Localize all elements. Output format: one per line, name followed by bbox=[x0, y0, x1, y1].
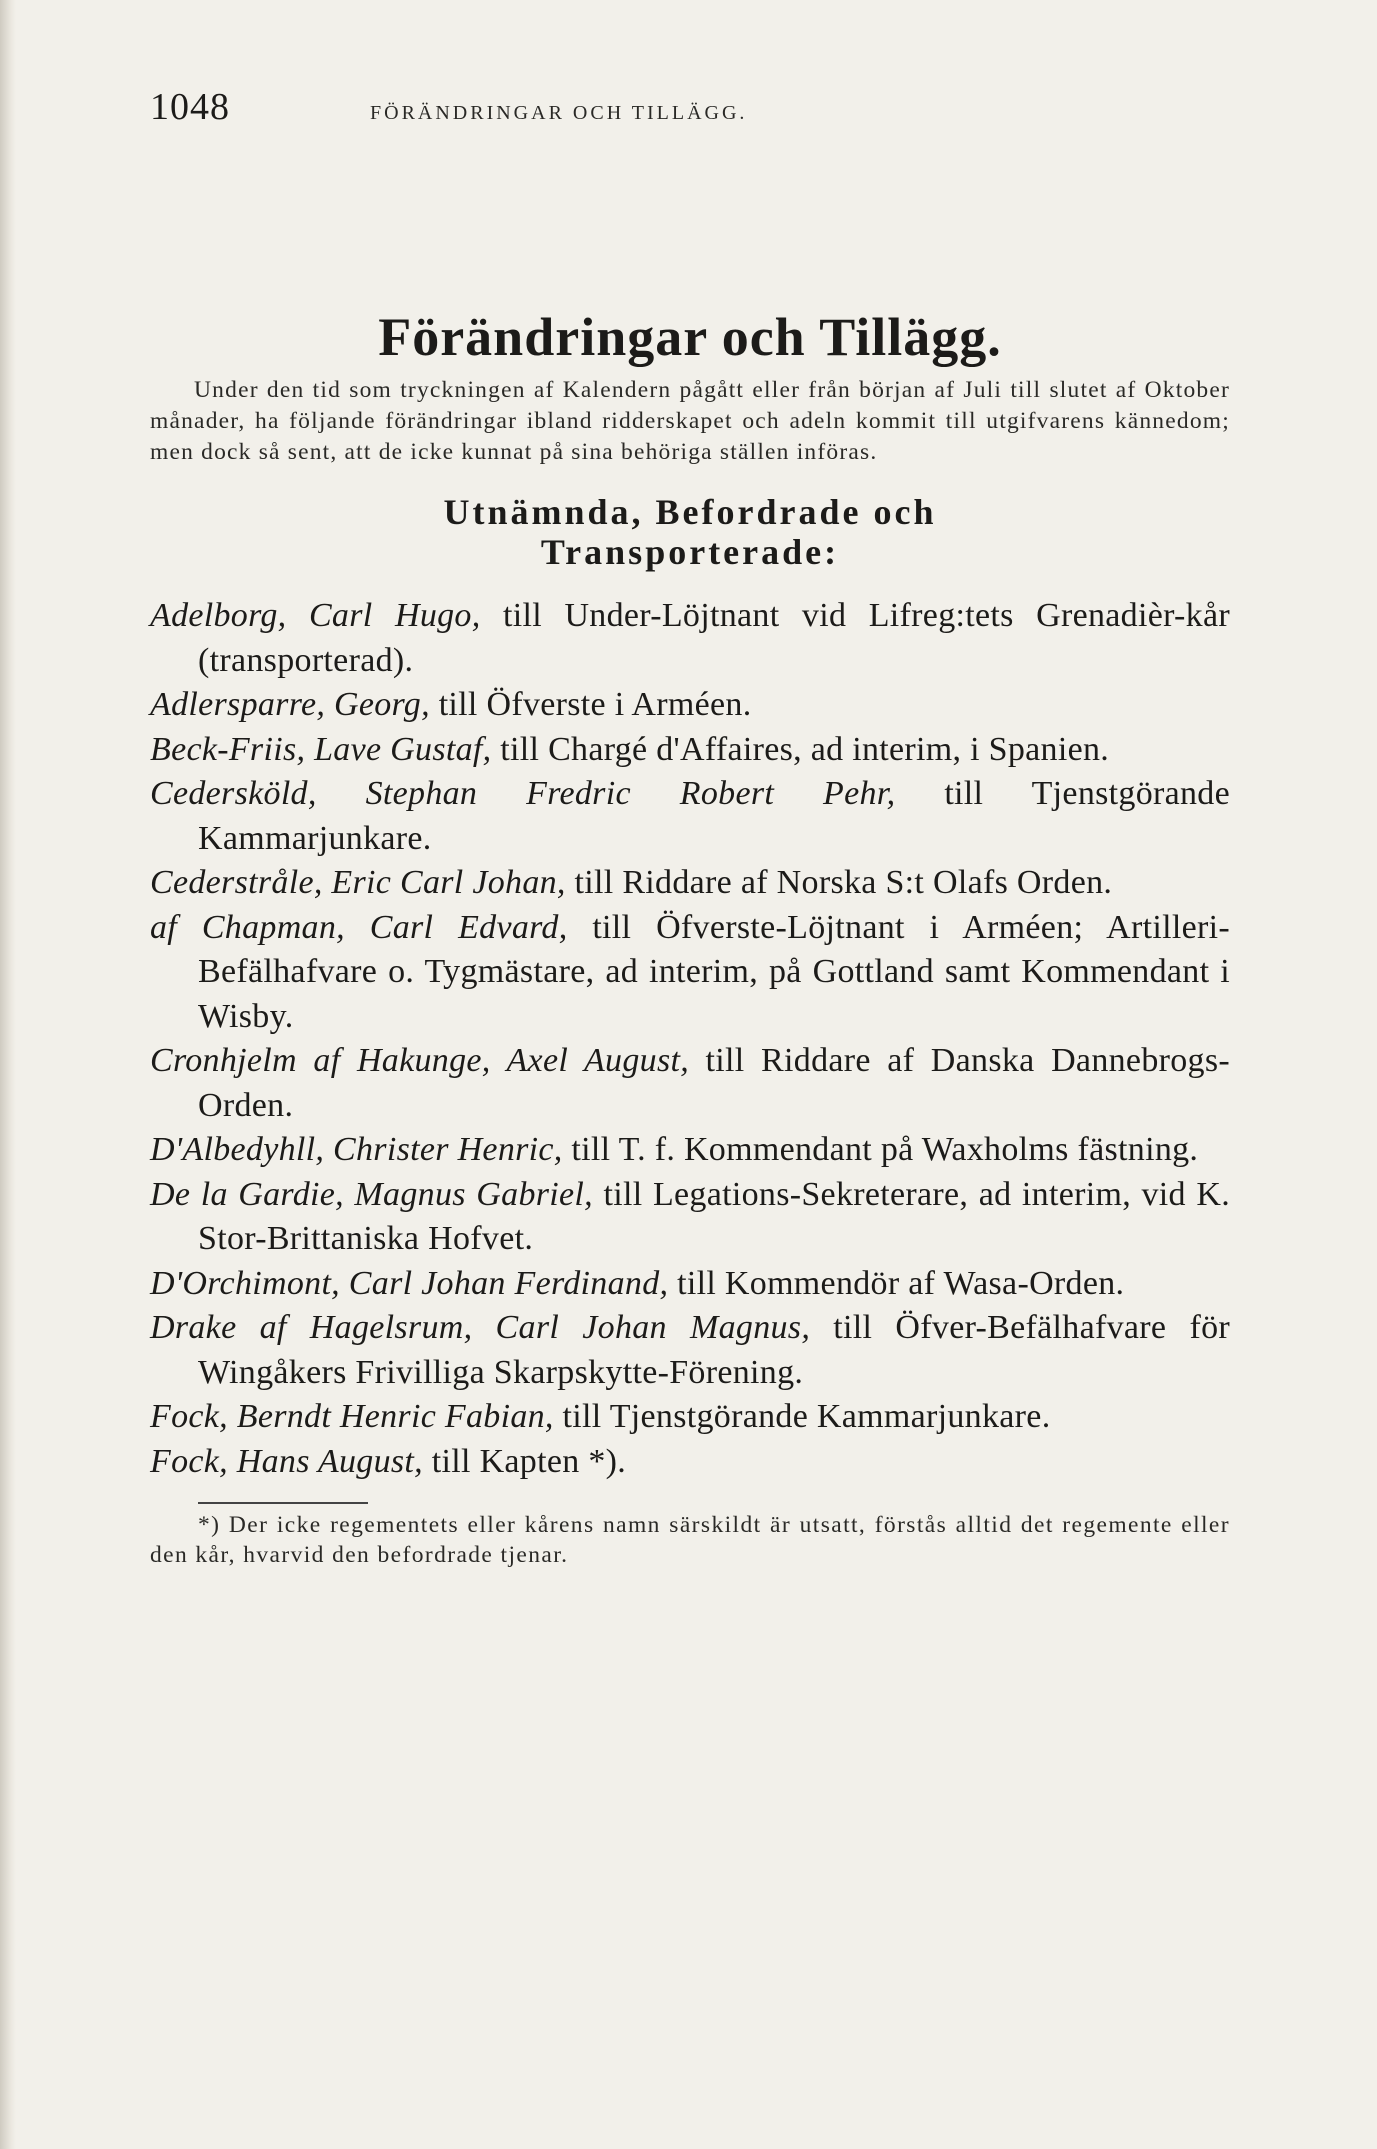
list-item bbox=[150, 594, 1230, 683]
list-item bbox=[150, 772, 1230, 861]
entry-text: till Kapten *). bbox=[431, 1442, 627, 1480]
entry-text: till Öfverste i Arméen. bbox=[438, 686, 752, 723]
page-title: Förändringar och Tillägg. bbox=[378, 307, 1002, 367]
entry-name: De la Gardie, Magnus Gabriel, bbox=[150, 1175, 593, 1213]
list-item bbox=[150, 861, 1230, 906]
entry-name: Adelborg, Carl Hugo, bbox=[150, 597, 481, 634]
entry-text: till Legations-Sekreterare, ad interim, vid K. Stor-Brittaniska Hofvet. bbox=[198, 1175, 1230, 1257]
list-item bbox=[150, 1395, 1230, 1440]
page-number: 1048 bbox=[150, 86, 230, 128]
section-heading bbox=[150, 492, 1230, 572]
entry-name: Adlersparre, Georg, bbox=[150, 686, 430, 723]
footnote: *) Der icke regementets eller kårens namn särskildt är utsatt, förstås alltid det regemente eller den kår, hvarvid den befordrade tjenar. bbox=[150, 1512, 1230, 1568]
entry-text: till Tjenstgörande Kammarjunkare. bbox=[198, 775, 1230, 857]
list-item bbox=[150, 683, 1230, 728]
list-item bbox=[150, 728, 1230, 773]
entry-text: till Chargé d'Affaires, ad interim, i Spanien. bbox=[500, 730, 1110, 768]
entry-list bbox=[150, 594, 1230, 1484]
footnote-divider bbox=[198, 1502, 368, 1504]
entry-name: Beck-Friis, Lave Gustaf, bbox=[150, 730, 492, 768]
section-heading-line-1: Utnämnda, Befordrade och bbox=[443, 492, 937, 532]
running-title: FÖRÄNDRINGAR OCH TILLÄGG. bbox=[370, 102, 748, 124]
entry-text: till Kommendör af Wasa-Orden. bbox=[677, 1264, 1125, 1302]
list-item bbox=[150, 1306, 1230, 1395]
list-item bbox=[150, 1173, 1230, 1262]
entry-name: Drake af Hagelsrum, Carl Johan Magnus, bbox=[150, 1309, 811, 1346]
entry-text: till Riddare af Danska Dannebrogs-Orden. bbox=[198, 1042, 1230, 1124]
entry-text: till Öfver-Befälhafvare för Wingåkers Frivilliga Skarpskytte-Förening. bbox=[198, 1309, 1230, 1391]
list-item bbox=[150, 1440, 1230, 1485]
entry-name: Cedersköld, Stephan Fredric Robert Pehr, bbox=[150, 775, 896, 812]
list-item bbox=[150, 1128, 1230, 1173]
entry-name: Fock, Berndt Henric Fabian, bbox=[150, 1398, 554, 1435]
document-page bbox=[150, 85, 1230, 1570]
entry-text: till Öfverste-Löjtnant i Arméen; Artilleri-Befälhafvare o. Tygmästare, ad interim, på Gottland samt Kommendant i Wisby. bbox=[198, 908, 1230, 1035]
list-item bbox=[150, 1039, 1230, 1128]
entry-name: Fock, Hans August, bbox=[150, 1442, 423, 1480]
entry-text: till Under-Löjtnant vid Lifreg:tets Grenadièr-kår (transporterad). bbox=[198, 597, 1230, 679]
intro-paragraph: Under den tid som tryckningen af Kalendern pågått eller från början af Juli till slutet af Oktober månader, ha följande förändringar ibland ridderskapet och adeln kommit till utgifvarens kännedom; men dock så sent, att de icke kunnat på sina behöriga ställen införas. bbox=[150, 377, 1230, 465]
entry-name: D'Albedyhll, Christer Henric, bbox=[150, 1131, 563, 1168]
section-heading-line-2: Transporterade: bbox=[540, 532, 840, 572]
list-item bbox=[150, 906, 1230, 1040]
entry-name: af Chapman, Carl Edvard, bbox=[150, 908, 568, 946]
entry-name: Cederstråle, Eric Carl Johan, bbox=[150, 864, 566, 901]
running-head bbox=[150, 85, 1230, 145]
entry-name: Cronhjelm af Hakunge, Axel August, bbox=[150, 1042, 690, 1079]
entry-name: D'Orchimont, Carl Johan Ferdinand, bbox=[150, 1264, 669, 1302]
entry-text: till Tjenstgörande Kammarjunkare. bbox=[562, 1398, 1051, 1435]
entry-text: till Riddare af Norska S:t Olafs Orden. bbox=[574, 864, 1113, 901]
list-item bbox=[150, 1262, 1230, 1307]
entry-text: till T. f. Kommendant på Waxholms fästning. bbox=[571, 1131, 1199, 1168]
page-edge-shadow bbox=[0, 0, 16, 2149]
